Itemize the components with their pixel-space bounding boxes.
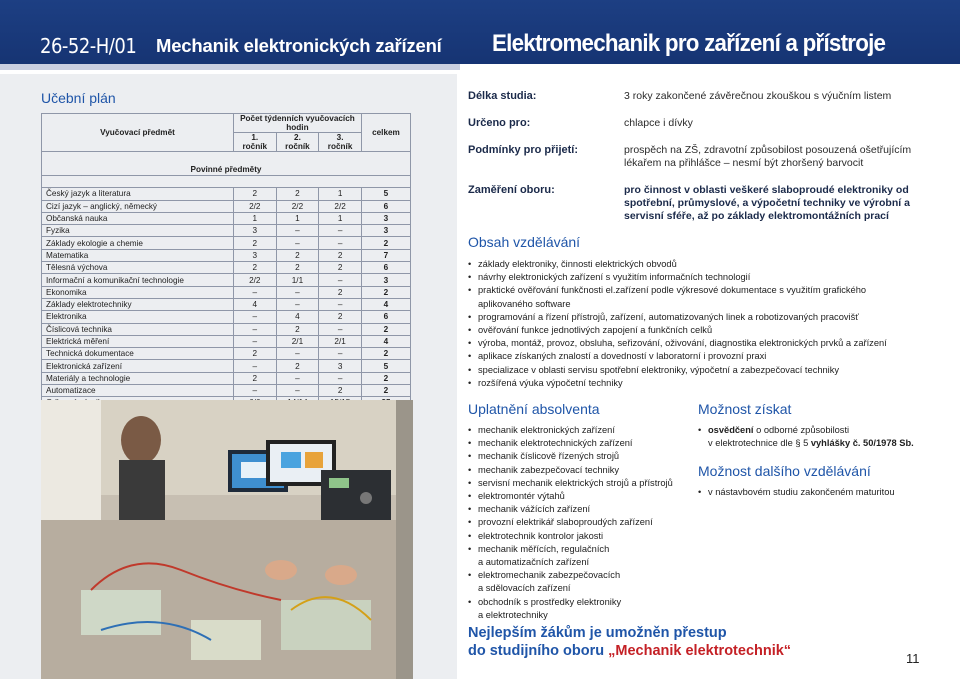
- length-label: Délka studia:: [468, 90, 537, 102]
- qualify-bold: osvědčení: [708, 425, 754, 435]
- year3-cell: 3: [319, 360, 362, 372]
- year3-cell: –: [319, 298, 362, 310]
- page-number: 11: [906, 651, 920, 666]
- col-subject: Vyučovací předmět: [42, 114, 234, 152]
- list-item: • programování a řízení přístrojů, zařízení, automatizovaných linek a robotizovaných pracovišť: [468, 311, 938, 324]
- conditions-value: prospěch na ZŠ, zdravotní způsobilost posouzená ošetřujícím lékařem na přihlášce – nesmí být zhoršený barvocit: [624, 144, 912, 169]
- subject-cell: Elektronická zařízení: [42, 360, 234, 372]
- year1-cell: –: [233, 360, 276, 372]
- further-title: Možnost dalšího vzdělávání: [698, 463, 871, 479]
- list-item: • specializace v oblasti servisu spotřební elektroniky, výpočetní a zabezpečovací techniky: [468, 364, 938, 377]
- year1-cell: –: [233, 335, 276, 347]
- total-cell: 6: [361, 311, 410, 323]
- subject-cell: Český jazyk a literatura: [42, 188, 234, 200]
- table-row: [42, 372, 411, 384]
- total-cell: 3: [361, 274, 410, 286]
- total-cell: 2: [361, 348, 410, 360]
- year2-cell: 2: [276, 360, 319, 372]
- focus-label: Zaměření oboru:: [468, 184, 555, 196]
- list-item: • mechanik elektronických zařízení: [468, 424, 688, 437]
- length-value: 3 roky zakončené závěrečnou zkouškou s výučním listem: [624, 90, 892, 102]
- year2-cell: 1: [276, 212, 319, 224]
- focus-value: pro činnost v oblasti veškeré slaboproudé elektroniky od spotřební, průmyslové, a výpočetní techniky ve výrobní a servisní sféře, až po základy elektromontážních prací: [624, 184, 910, 222]
- year2-cell: 2: [276, 249, 319, 261]
- year2-cell: 2: [276, 262, 319, 274]
- year1-cell: 2: [233, 262, 276, 274]
- subject-cell: Elektronika: [42, 311, 234, 323]
- year2-cell: 4: [276, 311, 319, 323]
- year2-cell: –: [276, 348, 319, 360]
- year1-cell: 2: [233, 348, 276, 360]
- for-value: chlapce i dívky: [624, 117, 693, 129]
- total-cell: 7: [361, 249, 410, 261]
- list-item: [698, 424, 948, 437]
- year3-cell: –: [319, 323, 362, 335]
- table-row: [42, 298, 411, 310]
- total-cell: 6: [361, 262, 410, 274]
- year2-cell: –: [276, 372, 319, 384]
- schedule-table: [41, 113, 411, 422]
- subject-cell: Základy ekologie a chemie: [42, 237, 234, 249]
- list-item: • mechanik měřících, regulačních: [468, 543, 688, 556]
- panel-separator: [0, 70, 457, 74]
- list-item: • servisní mechanik elektrických strojů a přístrojů: [468, 477, 688, 490]
- table-row: [42, 262, 411, 274]
- year3-cell: –: [319, 274, 362, 286]
- list-item: • obchodník s prostředky elektroniky: [468, 596, 688, 609]
- subject-cell: Automatizace: [42, 385, 234, 397]
- note-line2-text: do studijního oboru: [468, 643, 609, 659]
- total-cell: 5: [361, 360, 410, 372]
- schedule-body: [42, 188, 411, 422]
- subject-cell: Fyzika: [42, 225, 234, 237]
- col-y1: 1. ročník: [233, 133, 276, 152]
- year1-cell: 1: [233, 212, 276, 224]
- list-item: aplikovaného software: [478, 298, 571, 309]
- table-row: [42, 212, 411, 224]
- table-row: [42, 323, 411, 335]
- total-cell: 3: [361, 212, 410, 224]
- list-item: • mechanik zabezpečovací techniky: [468, 464, 688, 477]
- list-item: • praktické ověřování funkčnosti el.zařízení podle výkresové dokumentace s využitím grafického: [468, 284, 938, 297]
- total-cell: 2: [361, 385, 410, 397]
- note-line1: Nejlepším žákům je umožněn přestup: [468, 625, 727, 641]
- year3-cell: –: [319, 225, 362, 237]
- year1-cell: 2: [233, 188, 276, 200]
- year2-cell: 2/2: [276, 200, 319, 212]
- list-item: • rozšířená výuka výpočetní techniky: [468, 377, 938, 390]
- year3-cell: –: [319, 348, 362, 360]
- year3-cell: 2: [319, 262, 362, 274]
- total-cell: 2: [361, 286, 410, 298]
- list-item: • v nástavbovém studiu zakončeném maturitou: [698, 486, 948, 499]
- subject-cell: Tělesná výchova: [42, 262, 234, 274]
- table-row: [42, 237, 411, 249]
- list-item: • aplikace získaných znalostí a dovedností v laboratorní i provozní praxi: [468, 350, 938, 363]
- total-cell: 6: [361, 200, 410, 212]
- plan-title: Učební plán: [41, 90, 116, 106]
- year2-cell: –: [276, 385, 319, 397]
- year3-cell: 2/1: [319, 335, 362, 347]
- col-total: celkem: [361, 114, 410, 152]
- table-row: [42, 225, 411, 237]
- year1-cell: 2: [233, 372, 276, 384]
- year3-cell: –: [319, 372, 362, 384]
- classroom-photo: [41, 400, 413, 679]
- year2-cell: –: [276, 286, 319, 298]
- year3-cell: 1: [319, 212, 362, 224]
- total-cell: 3: [361, 225, 410, 237]
- year1-cell: 2/2: [233, 200, 276, 212]
- year1-cell: 2/2: [233, 274, 276, 286]
- total-cell: 2: [361, 372, 410, 384]
- col-y2: 2. ročník: [276, 133, 319, 152]
- year2-cell: –: [276, 237, 319, 249]
- year3-cell: 2: [319, 385, 362, 397]
- year2-cell: 2: [276, 323, 319, 335]
- col-y3: 3. ročník: [319, 133, 362, 152]
- year2-cell: 2/1: [276, 335, 319, 347]
- col-hours: Počet týdenních vyučovacích hodin: [233, 114, 361, 133]
- year3-cell: 2: [319, 311, 362, 323]
- total-cell: 4: [361, 298, 410, 310]
- left-title: Mechanik elektronických zařízení: [156, 35, 442, 56]
- list-item: [698, 437, 948, 450]
- qualify-list: [698, 424, 948, 450]
- list-item: • provozní elektrikář slaboproudých zařízení: [468, 516, 688, 529]
- list-item: • elektromontér výtahů: [468, 490, 688, 503]
- list-item: a automatizačních zařízení: [478, 557, 590, 568]
- subject-cell: Cizí jazyk – anglický, německý: [42, 200, 234, 212]
- table-row: [42, 360, 411, 372]
- year1-cell: –: [233, 311, 276, 323]
- year2-cell: –: [276, 225, 319, 237]
- total-cell: 5: [361, 188, 410, 200]
- subject-cell: Materiály a technologie: [42, 372, 234, 384]
- subject-cell: Číslicová technika: [42, 323, 234, 335]
- list-item: a elektrotechniky: [478, 609, 548, 620]
- year1-cell: –: [233, 385, 276, 397]
- year1-cell: 4: [233, 298, 276, 310]
- year3-cell: –: [319, 237, 362, 249]
- for-label: Určeno pro:: [468, 117, 531, 129]
- total-cell: 2: [361, 237, 410, 249]
- table-row: [42, 200, 411, 212]
- year3-cell: 2: [319, 249, 362, 261]
- table-row: [42, 385, 411, 397]
- list-item: a sdělovacích zařízení: [478, 583, 571, 594]
- content-list: [468, 258, 938, 390]
- list-item: • elektromechanik zabezpečovacích: [468, 569, 688, 582]
- qualify-bold2: vyhlášky č. 50/1978 Sb.: [810, 438, 914, 449]
- list-item: • elektrotechnik kontrolor jakosti: [468, 530, 688, 543]
- year2-cell: 1/1: [276, 274, 319, 286]
- subject-cell: Informační a komunikační technologie: [42, 274, 234, 286]
- list-item: • mechanik elektrotechnických zařízení: [468, 437, 688, 450]
- subject-cell: Elektrická měření: [42, 335, 234, 347]
- transfer-note: [468, 624, 791, 660]
- note-line2-highlight: „Mechanik elektrotechnik“: [608, 643, 792, 659]
- subject-cell: Matematika: [42, 249, 234, 261]
- year1-cell: 3: [233, 225, 276, 237]
- qualify-text2: v elektrotechnice dle § 5: [708, 438, 811, 449]
- career-title: Uplatnění absolventa: [468, 401, 600, 417]
- content-title: Obsah vzdělávání: [468, 234, 581, 250]
- group-label: Povinné předměty: [42, 164, 411, 176]
- table-row: [42, 348, 411, 360]
- field-code: 26-52-H/01: [40, 34, 137, 58]
- header-band: [0, 0, 960, 64]
- list-item: • mechanik vážících zařízení: [468, 503, 688, 516]
- qualify-text1: o odborné způsobilosti: [753, 425, 850, 435]
- year3-cell: 2: [319, 286, 362, 298]
- total-cell: 2: [361, 323, 410, 335]
- list-item: • mechanik číslicově řízených strojů: [468, 450, 688, 463]
- total-cell: 4: [361, 335, 410, 347]
- career-list: [468, 424, 688, 622]
- list-item: • ověřování funkce jednotlivých zapojení a funkčních celků: [468, 324, 938, 337]
- year3-cell: 1: [319, 188, 362, 200]
- year2-cell: –: [276, 298, 319, 310]
- further-list: [698, 486, 948, 499]
- subject-cell: Ekonomika: [42, 286, 234, 298]
- qualify-title: Možnost získat: [698, 401, 792, 417]
- table-row: [42, 335, 411, 347]
- right-title: Elektromechanik pro zařízení a přístroje: [492, 30, 886, 57]
- list-item: • výroba, montáž, provoz, obsluha, seřizování, oživování, diagnostika elektronických prvků a zařízení: [468, 337, 938, 350]
- note-line2: [468, 642, 791, 660]
- subject-cell: Technická dokumentace: [42, 348, 234, 360]
- year3-cell: 2/2: [319, 200, 362, 212]
- subject-cell: Základy elektrotechniky: [42, 298, 234, 310]
- table-row: [42, 311, 411, 323]
- list-item: • návrhy elektronických zařízení s využitím informačních technologií: [468, 271, 938, 284]
- list-item: • základy elektroniky, činnosti elektrických obvodů: [468, 258, 938, 271]
- table-row: [42, 188, 411, 200]
- table-row: [42, 249, 411, 261]
- table-row: [42, 286, 411, 298]
- table-row: [42, 274, 411, 286]
- year1-cell: 2: [233, 237, 276, 249]
- year1-cell: 3: [233, 249, 276, 261]
- year1-cell: –: [233, 286, 276, 298]
- year1-cell: –: [233, 323, 276, 335]
- year2-cell: 2: [276, 188, 319, 200]
- conditions-label: Podmínky pro přijetí:: [468, 144, 579, 156]
- subject-cell: Občanská nauka: [42, 212, 234, 224]
